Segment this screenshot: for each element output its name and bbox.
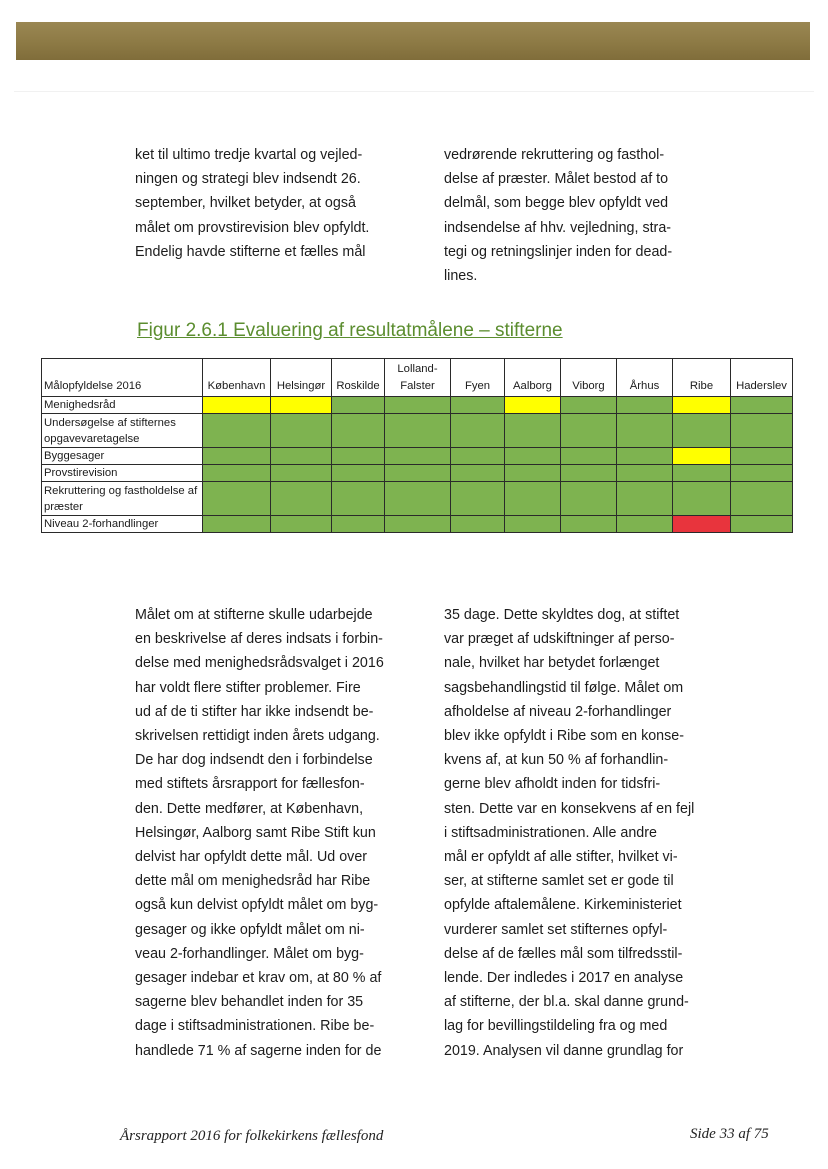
status-cell-green bbox=[731, 516, 793, 533]
column-header bbox=[385, 359, 451, 397]
figure-title: Figur 2.6.1 Evaluering af resultatmålene – stifterne bbox=[137, 320, 563, 341]
column-header-text: Århus bbox=[629, 380, 660, 392]
column-header bbox=[617, 359, 673, 397]
text-line: den. Dette medfører, at København, bbox=[135, 800, 364, 817]
column-header-text: Roskilde bbox=[336, 380, 380, 392]
status-cell-yellow bbox=[505, 397, 561, 414]
header-band bbox=[16, 22, 810, 60]
column-header-text: Helsingør bbox=[276, 380, 326, 392]
text-line: 35 dage. Dette skyldtes dog, at stiftet bbox=[444, 607, 680, 623]
status-cell-green bbox=[561, 414, 617, 448]
status-cell-green bbox=[385, 465, 451, 482]
text-line: en beskrivelse af deres indsats i forbin- bbox=[135, 631, 383, 648]
table-row bbox=[42, 397, 793, 414]
text-line: afholdelse af niveau 2-forhandlinger bbox=[444, 703, 672, 720]
row-label: Rekruttering og fastholdelse af præster bbox=[42, 482, 203, 516]
table-body bbox=[42, 397, 793, 533]
status-cell-green bbox=[731, 448, 793, 465]
status-cell-green bbox=[505, 448, 561, 465]
status-cell-green bbox=[673, 414, 731, 448]
evaluation-table bbox=[41, 358, 793, 533]
status-cell-green bbox=[505, 482, 561, 516]
column-header bbox=[561, 359, 617, 397]
status-cell-green bbox=[385, 448, 451, 465]
text-line: Helsingør, Aalborg samt Ribe Stift kun bbox=[135, 824, 376, 841]
status-cell-red bbox=[673, 516, 731, 533]
status-cell-green bbox=[673, 465, 731, 482]
text-line: sagerne blev behandlet inden for 35 bbox=[135, 994, 364, 1011]
row-label: Menighedsråd bbox=[42, 397, 203, 414]
status-cell-green bbox=[203, 516, 271, 533]
text-line: handlede 71 % af sagerne inden for de bbox=[135, 1042, 382, 1059]
column-header-text: Falster bbox=[400, 380, 435, 392]
status-cell-green bbox=[731, 465, 793, 482]
status-cell-green bbox=[505, 465, 561, 482]
column-header-text: Aalborg bbox=[513, 380, 552, 392]
column-header-text: Ribe bbox=[689, 380, 714, 392]
status-cell-green bbox=[561, 448, 617, 465]
text-line: vurderer samlet set stifternes opfyl- bbox=[444, 921, 668, 938]
table-row bbox=[42, 465, 793, 482]
text-line: dette mål om menighedsråd har Ribe bbox=[135, 873, 371, 890]
status-cell-green bbox=[332, 482, 385, 516]
footer-report-title: Årsrapport 2016 for folkekirkens fællesfond bbox=[120, 1128, 384, 1144]
body-right-column bbox=[444, 603, 706, 1063]
status-cell-green bbox=[271, 465, 332, 482]
row-label: Provstirevision bbox=[42, 465, 203, 482]
text-line: delse af præster. Målet bestod af to bbox=[444, 171, 669, 188]
text-line: opfylde aftalemålene. Kirkeministeriet bbox=[444, 897, 682, 914]
status-cell-green bbox=[731, 482, 793, 516]
column-header bbox=[203, 359, 271, 397]
status-cell-yellow bbox=[271, 397, 332, 414]
status-cell-green bbox=[203, 465, 271, 482]
column-header-text: København bbox=[207, 380, 266, 392]
status-cell-green bbox=[385, 516, 451, 533]
status-cell-green bbox=[617, 397, 673, 414]
status-cell-green bbox=[505, 516, 561, 533]
status-cell-green bbox=[617, 516, 673, 533]
status-cell-green bbox=[332, 397, 385, 414]
column-header-text: Haderslev bbox=[736, 380, 787, 392]
status-cell-green bbox=[451, 414, 505, 448]
text-line: september, hvilket betyder, at også bbox=[135, 195, 356, 212]
status-cell-green bbox=[617, 414, 673, 448]
text-line: delse med menighedsrådsvalget i 2016 bbox=[135, 655, 384, 672]
status-cell-yellow bbox=[203, 397, 271, 414]
status-cell-green bbox=[332, 448, 385, 465]
text-line: sagsbehandlingstid til følge. Målet om bbox=[444, 679, 684, 696]
text-line: ud af de ti stifter har ikke indsendt be- bbox=[135, 703, 374, 720]
text-line: gerne blev afholdt inden for tidsfri- bbox=[444, 776, 661, 793]
status-cell-green bbox=[385, 397, 451, 414]
status-cell-green bbox=[451, 448, 505, 465]
status-cell-green bbox=[561, 482, 617, 516]
text-line: også kun delvist opfyldt målet om byg- bbox=[135, 897, 379, 914]
status-cell-green bbox=[271, 414, 332, 448]
status-cell-green bbox=[271, 516, 332, 533]
text-line: dage i stiftsadministrationen. Ribe be- bbox=[135, 1018, 375, 1035]
table-row bbox=[42, 448, 793, 465]
status-cell-green bbox=[332, 414, 385, 448]
footer-page-number: Side 33 af 75 bbox=[690, 1126, 769, 1142]
status-cell-green bbox=[203, 448, 271, 465]
text-line: af stifterne, der bl.a. skal danne grund- bbox=[444, 994, 689, 1011]
status-cell-green bbox=[561, 465, 617, 482]
status-cell-green bbox=[617, 482, 673, 516]
status-cell-green bbox=[451, 465, 505, 482]
status-cell-green bbox=[332, 465, 385, 482]
status-cell-green bbox=[203, 414, 271, 448]
status-cell-green bbox=[561, 397, 617, 414]
status-cell-green bbox=[451, 397, 505, 414]
header-divider bbox=[14, 91, 814, 92]
text-line: lende. Der indledes i 2017 en analyse bbox=[444, 970, 684, 987]
column-header-text: Lolland- bbox=[397, 363, 438, 375]
text-line: delmål, som begge blev opfyldt ved bbox=[444, 195, 669, 212]
text-line: med stiftets årsrapport for fællesfon- bbox=[135, 776, 365, 793]
text-line: tegi og retningslinjer inden for dead- bbox=[444, 243, 673, 260]
table-row bbox=[42, 482, 793, 516]
text-line: Målet om at stifterne skulle udarbejde bbox=[135, 607, 373, 623]
status-cell-green bbox=[271, 448, 332, 465]
status-cell-green bbox=[271, 482, 332, 516]
status-cell-green bbox=[731, 397, 793, 414]
text-line: gesager og ikke opfyldt målet om ni- bbox=[135, 921, 365, 938]
status-cell-green bbox=[203, 482, 271, 516]
text-line: Endelig havde stifterne et fælles mål bbox=[135, 243, 366, 260]
text-line: 2019. Analysen vil danne grundlag for bbox=[444, 1042, 684, 1059]
status-cell-yellow bbox=[673, 448, 731, 465]
status-cell-green bbox=[385, 414, 451, 448]
status-cell-green bbox=[617, 465, 673, 482]
text-line: sten. Dette var en konsekvens af en fejl bbox=[444, 800, 695, 817]
text-line: indsendelse af hhv. vejledning, stra- bbox=[444, 219, 672, 236]
intro-left-column bbox=[135, 143, 397, 264]
text-line: lag for bevillingstildeling fra og med bbox=[444, 1018, 668, 1035]
column-header bbox=[731, 359, 793, 397]
text-line: veau 2-forhandlinger. Målet om byg- bbox=[135, 945, 364, 962]
row-label: Byggesager bbox=[42, 448, 203, 465]
text-line: ket til ultimo tredje kvartal og vejled- bbox=[135, 147, 363, 163]
status-cell-green bbox=[617, 448, 673, 465]
column-header-text: Viborg bbox=[572, 380, 605, 392]
column-header bbox=[505, 359, 561, 397]
text-line: i stiftsadministrationen. Alle andre bbox=[444, 824, 657, 841]
text-line: har voldt flere stifter problemer. Fire bbox=[135, 679, 361, 696]
body-left-column bbox=[135, 603, 397, 1063]
status-cell-green bbox=[385, 482, 451, 516]
text-line: delse af de fælles mål som tilfredsstil- bbox=[444, 945, 683, 962]
status-cell-green bbox=[505, 414, 561, 448]
text-line: nale, hvilket har betydet forlænget bbox=[444, 655, 660, 672]
table-row bbox=[42, 516, 793, 533]
row-label: Undersøgelse af stifternes opgavevaretagelse bbox=[42, 414, 203, 448]
column-header-text: Fyen bbox=[464, 380, 491, 392]
status-cell-green bbox=[332, 516, 385, 533]
status-cell-green bbox=[731, 414, 793, 448]
column-header bbox=[673, 359, 731, 397]
table-header-row bbox=[42, 359, 793, 397]
text-line: De har dog indsendt den i forbindelse bbox=[135, 752, 373, 769]
text-line: lines. bbox=[444, 268, 478, 285]
text-line: var præget af udskiftninger af perso- bbox=[444, 631, 675, 648]
text-line: blev ikke opfyldt i Ribe som en konse- bbox=[444, 728, 684, 745]
column-header bbox=[332, 359, 385, 397]
status-cell-green bbox=[451, 516, 505, 533]
text-line: mål er opfyldt af alle stifter, hvilket vi- bbox=[444, 849, 678, 866]
status-cell-green bbox=[451, 482, 505, 516]
text-line: ser, at stifterne samlet set er gode til bbox=[444, 873, 674, 890]
text-line: skrivelsen rettidigt inden årets udgang. bbox=[135, 728, 380, 745]
text-line: vedrørende rekruttering og fasthol- bbox=[444, 147, 665, 163]
column-header bbox=[451, 359, 505, 397]
table-header-label: Målopfyldelse 2016 bbox=[42, 359, 203, 397]
text-line: målet om provstirevision blev opfyldt. bbox=[135, 219, 370, 236]
column-header bbox=[271, 359, 332, 397]
text-line: delvist har opfyldt dette mål. Ud over bbox=[135, 849, 368, 866]
text-line: ningen og strategi blev indsendt 26. bbox=[135, 171, 361, 188]
text-line: gesager indebar et krav om, at 80 % af bbox=[135, 970, 382, 987]
text-line: kvens af, at kun 50 % af forhandlin- bbox=[444, 752, 669, 769]
status-cell-green bbox=[673, 482, 731, 516]
row-label: Niveau 2-forhandlinger bbox=[42, 516, 203, 533]
table-row bbox=[42, 414, 793, 448]
intro-right-column bbox=[444, 143, 706, 288]
status-cell-green bbox=[561, 516, 617, 533]
status-cell-yellow bbox=[673, 397, 731, 414]
